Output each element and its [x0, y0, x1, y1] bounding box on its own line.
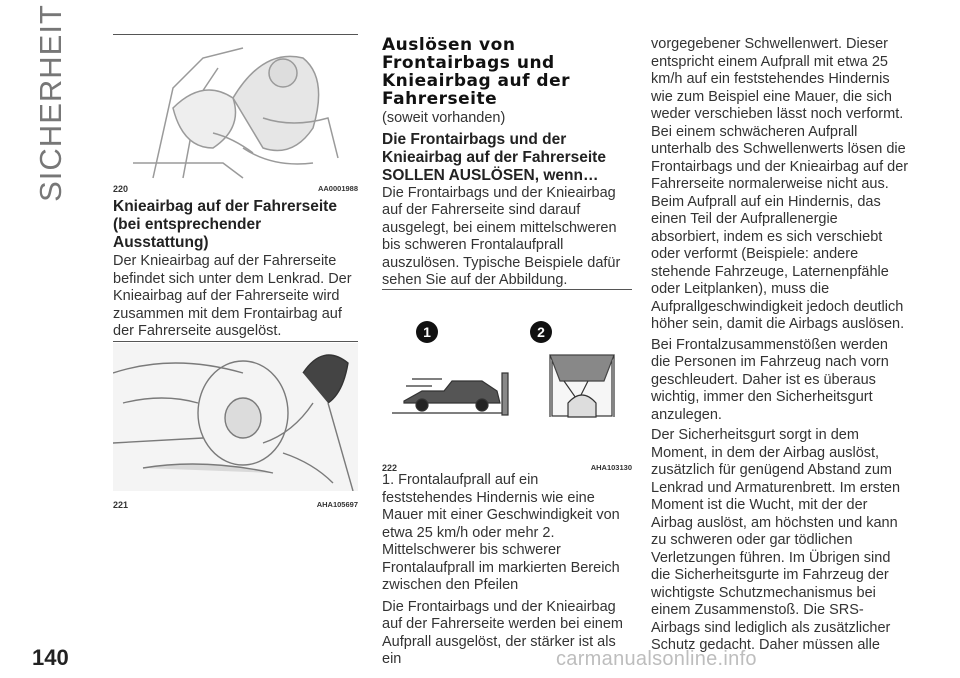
- section-body: Die Frontairbags und der Knieairbag auf der Fahrerseite sind darauf ausgelegt, bei einem mittelschweren bis schweren Frontalaufprall auszulösen. Typische Beispiele dafür sehen Sie auf der Abbildung.: [382, 184, 621, 288]
- section-body: Die Frontairbags und der Knieairbag auf der Fahrerseite werden bei einem Aufprall ausgelöst, der stärker ist als ein: [382, 598, 623, 667]
- section-body: Bei Frontalzusammenstößen werden die Personen im Fahrzeug nach vorn geschleudert. Daher ist es überaus wichtig, immer den Sicherheitsgurt anzulegen.: [651, 336, 889, 423]
- badge-2: [530, 321, 552, 343]
- section-heading: Knieairbag auf der Fahrerseite (bei entsprechender Ausstattung): [113, 198, 337, 251]
- section-body: Der Sicherheitsgurt sorgt in dem Moment, in dem der Airbag auslöst, zusätzlich für genügend Abstand zum Lenkrad und Armaturenbrett. Im ersten Moment ist die Wucht, mit der der Airbag auslöst, am höchsten und kann zu schweren oder gar tödlichen Verletzungen führen. Im Übrigen sind die Sicherheitsgurte im Fahrzeug der wichtigste Schutzmechanismus bei einem Zusammenstoß. Die SRS-Airbags sind lediglich als zusätzlicher Schutz gedacht. Daher müssen alle: [651, 427, 901, 653]
- divider: [113, 34, 358, 35]
- badge-label: 1: [423, 324, 431, 340]
- section-heading: Die Frontairbags und der Knieairbag auf der Fahrerseite SOLLEN AUSLÖSEN, wenn…: [382, 130, 606, 184]
- figure-code: AA0001988: [317, 184, 358, 193]
- figure-code: AHA103130: [590, 463, 632, 472]
- divider: [382, 289, 632, 290]
- section-side-tab-label: SICHERHEIT: [33, 4, 68, 202]
- figure-number: 222: [382, 463, 398, 473]
- watermark: carmanualsonline.info: [556, 648, 757, 670]
- figure-caption-text: 1. Frontalaufprall auf ein feststehendes Hindernis wie eine Mauer mit einer Geschwindigkeit von etwa 25 km/h oder mehr 2. Mittelschwerer bis schwerer Frontalaufprall im markierten Bereich zwischen den Pfeilen: [382, 472, 620, 593]
- section-subtitle: (soweit vorhanden): [382, 110, 506, 126]
- figure-number: 220: [113, 184, 129, 194]
- airbag-diagram-image: [113, 38, 358, 183]
- section-body: Der Knieairbag auf der Fahrerseite befindet sich unter dem Lenkrad. Der Knieairbag auf der Fahrerseite wird zusammen mit dem Frontairbag auf der Fahrerseite ausgelöst.: [113, 253, 352, 339]
- figure-number: 221: [113, 500, 129, 510]
- figure-220-illustration: [113, 38, 358, 183]
- figure-221-illustration: [113, 343, 358, 491]
- figure-221-caption: [113, 500, 358, 510]
- section-title: Auslösen von Frontairbags und Knieairbag auf der Fahrerseite: [382, 35, 571, 109]
- section-body: vorgegebener Schwellenwert. Dieser entspricht einem Aufprall mit etwa 25 km/h auf ein feststehendes Hindernis wie zum Beispiel eine Mauer, die sich weder verschieben lässt noch verformt. Bei einem schwächeren Aufprall: [651, 36, 904, 140]
- figure-220-caption: [113, 184, 358, 194]
- section-body: unterhalb des Schwellenwerts lösen die Frontairbags und der Knieairbag auf der Fahrerseite normalerweise nicht aus. Beim Aufprall auf ein Hindernis, das einen Teil der Aufprallenergie absorbiert, indem es sich verschiebt oder verformt (Beispiele: andere stehende Fahrzeuge, Laternenpfähle oder Leitplanken), muss die Aufprallgeschwindigkeit jedoch deutlich höher sein, damit die Airbags auslösen.: [651, 141, 909, 332]
- section-side-tab: [16, 4, 86, 202]
- crash-diagram-image: [382, 291, 632, 453]
- knee-airbag-image: [113, 343, 358, 491]
- page-number: 140: [32, 645, 69, 670]
- badge-label: 2: [537, 324, 545, 340]
- figure-222-illustration: [382, 291, 632, 453]
- divider: [113, 341, 358, 342]
- figure-code: AHA105697: [316, 500, 358, 509]
- badge-1: [416, 321, 438, 343]
